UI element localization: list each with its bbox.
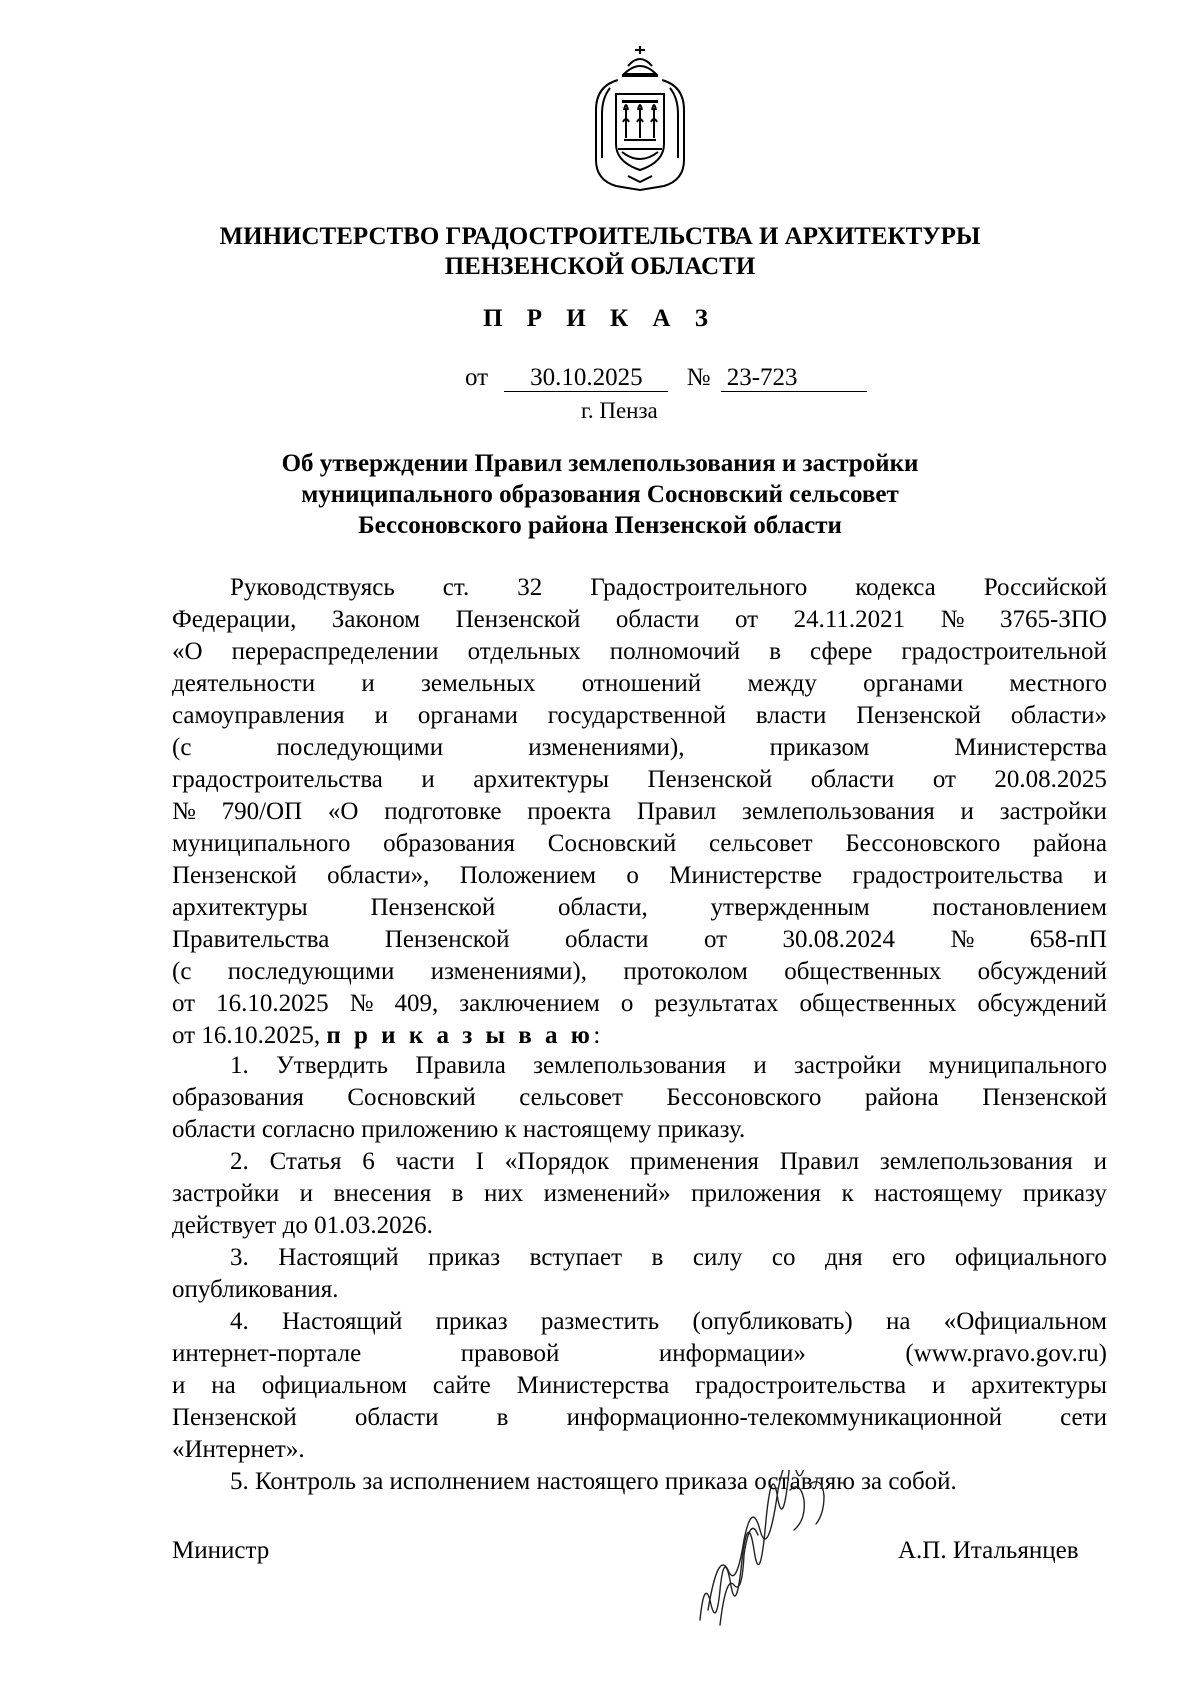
order-item: [172, 1242, 1107, 1306]
text-line: архитектуры Пензенской области, утвержденным постановлением: [172, 894, 1107, 921]
subject-line-2: муниципального образования Сосновский сельсовет: [301, 481, 899, 508]
text-line: самоуправления и органами государственной власти Пензенской области»: [172, 702, 1107, 729]
order-item: [172, 1306, 1107, 1466]
preamble-paragraph: [172, 572, 1107, 1052]
text-line: и на официальном сайте Министерства градостроительства и архитектуры: [172, 1372, 1107, 1399]
coat-of-arms-icon: [588, 44, 692, 192]
text-line: действует до 01.03.2026.: [172, 1212, 433, 1239]
order-number: 23-723: [721, 365, 867, 392]
date-number-line: [465, 364, 867, 392]
text-line: интернет-портале правовой информации» (www.pravo.gov.ru): [172, 1340, 1107, 1367]
decree-word: п р и к а з ы в а ю: [326, 1022, 594, 1049]
decree-line-end: :: [593, 1022, 601, 1049]
text-line: области согласно приложению к настоящему приказу.: [172, 1116, 746, 1143]
text-line: опубликования.: [172, 1276, 339, 1303]
signatory-name: А.П. Итальянцев: [898, 1537, 1079, 1564]
subject-line-3: Бессоновского района Пензенской области: [358, 512, 842, 539]
signatory-title: Министр: [172, 1537, 270, 1564]
decree-line-start: от 16.10.2025,: [172, 1022, 321, 1049]
text-line: муниципального образования Сосновский сельсовет Бессоновского района: [172, 830, 1107, 857]
order-item: [172, 1146, 1107, 1242]
text-line: 1. Утвердить Правила землепользования и застройки муниципального: [230, 1052, 1107, 1079]
order-item: [172, 1050, 1107, 1146]
ministry-line-1: МИНИСТЕРСТВО ГРАДОСТРОИТЕЛЬСТВА И АРХИТЕКТУРЫ: [219, 223, 981, 250]
city: г. Пенза: [581, 398, 658, 423]
text-line: (с последующими изменениями), протоколом общественных обсуждений: [172, 958, 1107, 985]
text-line: «О перераспределении отдельных полномочий в сфере градостроительной: [172, 638, 1107, 665]
ministry-line-2: ПЕНЗЕНСКОЙ ОБЛАСТИ: [444, 253, 756, 280]
decree-line: [172, 1020, 1107, 1052]
text-line: 3. Настоящий приказ вступает в силу со дня его официального: [230, 1244, 1107, 1271]
text-line: градостроительства и архитектуры Пензенской области от 20.08.2025: [172, 766, 1107, 793]
document-type: П Р И К А З: [483, 305, 717, 332]
text-line: «Интернет».: [172, 1436, 305, 1463]
text-line: Федерации, Законом Пензенской области от 24.11.2021 № 3765-ЗПО: [172, 606, 1107, 633]
text-line: деятельности и земельных отношений между органами местного: [172, 670, 1107, 697]
text-line: 2. Статья 6 части I «Порядок применения Правил землепользования и: [230, 1148, 1107, 1175]
text-line: 5. Контроль за исполнением настоящего приказа оставляю за собой.: [230, 1468, 957, 1495]
ministry-name: [0, 222, 1200, 282]
text-line: от 16.10.2025 № 409, заключением о результатах общественных обсуждений: [172, 990, 1107, 1017]
order-items: [172, 1050, 1107, 1498]
subject-line-1: Об утверждении Правил землепользования и застройки: [281, 450, 919, 477]
text-line: Пензенской области в информационно-телекоммуникационной сети: [172, 1404, 1107, 1431]
text-line: 4. Настоящий приказ разместить (опубликовать) на «Официальном: [230, 1308, 1107, 1335]
handwritten-signature-icon: [690, 1470, 850, 1630]
text-line: образования Сосновский сельсовет Бессоновского района Пензенской: [172, 1084, 1107, 1111]
text-line: Руководствуясь ст. 32 Градостроительного кодекса Российской: [230, 574, 1107, 601]
text-line: Правительства Пензенской области от 30.08.2024 № 658-пП: [172, 926, 1107, 953]
order-item: [172, 1466, 1107, 1498]
text-line: застройки и внесения в них изменений» приложения к настоящему приказу: [172, 1180, 1107, 1207]
order-subject: [0, 448, 1200, 541]
text-line: (с последующими изменениями), приказом Министерства: [172, 734, 1107, 761]
order-date: 30.10.2025: [504, 365, 668, 392]
text-line: Пензенской области», Положением о Министерстве градостроительства и: [172, 862, 1107, 889]
date-prefix: от: [465, 364, 489, 391]
number-prefix: №: [686, 364, 711, 391]
text-line: № 790/ОП «О подготовке проекта Правил землепользования и застройки: [172, 798, 1107, 825]
